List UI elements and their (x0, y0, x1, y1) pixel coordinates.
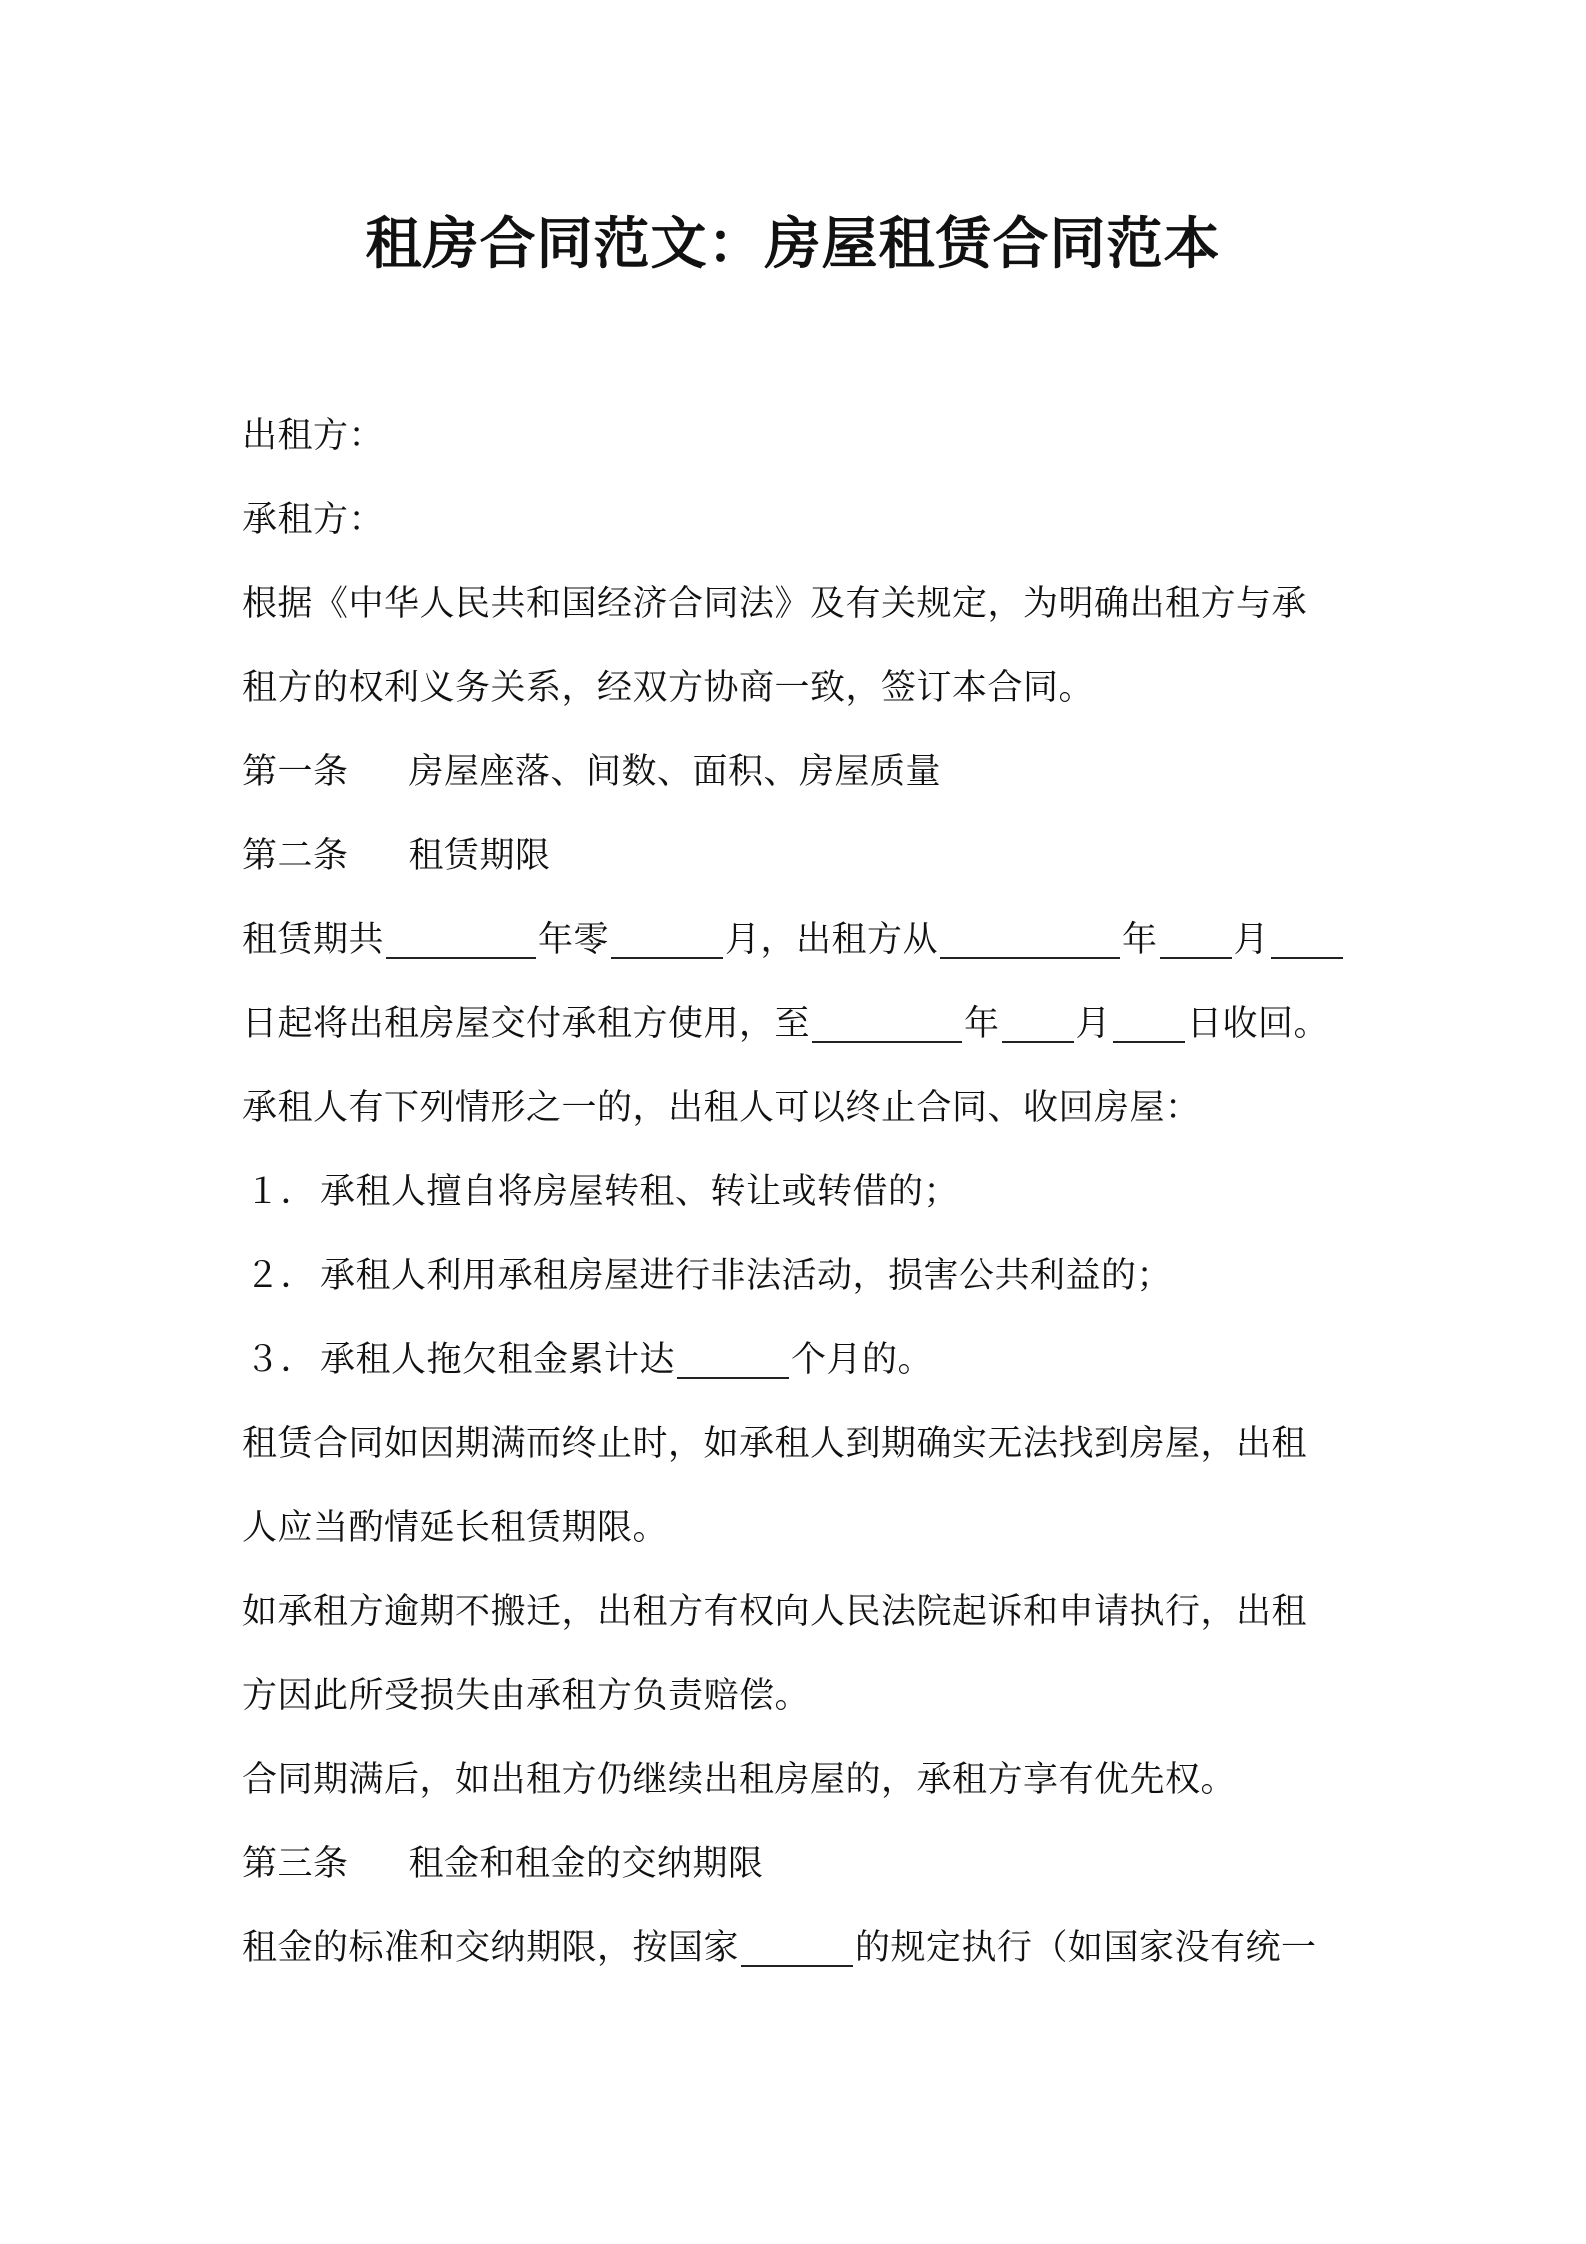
intro-line-1: 根据《中华人民共和国经济合同法》及有关规定，为明确出租方与承 (242, 584, 1308, 624)
rent-text-b: 的规定执行（如国家没有统一 (855, 1928, 1317, 1968)
term2-text-b: 年 (964, 1004, 1000, 1044)
expire-line-2: 人应当酌情延长租赁期限。 (242, 1508, 669, 1548)
rent-line (242, 1920, 1362, 1976)
blank-end-day[interactable] (1113, 1001, 1185, 1043)
list-item-2 (242, 1248, 1362, 1304)
list-item-3-text-b: 个月的。 (791, 1340, 934, 1380)
article-3-title: 租金和租金的交纳期限 (408, 1844, 764, 1884)
article-3-heading (242, 1836, 1362, 1892)
lease-term-line-1 (242, 912, 1362, 968)
list-item-1 (242, 1164, 1362, 1220)
overdue-line-2: 方因此所受损失由承租方负责赔偿。 (242, 1676, 811, 1716)
article-2-heading (242, 828, 1362, 884)
blank-start-month[interactable] (1160, 917, 1232, 959)
term2-text-d: 日收回。 (1187, 1004, 1330, 1044)
expire-line-1: 租赁合同如因期满而终止时，如承租人到期确实无法找到房屋，出租 (242, 1424, 1308, 1464)
term-text-e: 月 (1233, 920, 1270, 960)
term-text-b: 年零 (538, 920, 610, 960)
article-1-heading (242, 744, 1362, 800)
blank-start-year[interactable] (940, 917, 1120, 959)
lease-term-line-2 (242, 996, 1362, 1052)
blank-term-years[interactable] (386, 917, 536, 959)
document-title: 租房合同范文：房屋租赁合同范本 (365, 212, 1221, 277)
blank-term-months[interactable] (611, 917, 723, 959)
lessor-line (242, 408, 1362, 464)
list-item-3-number: ３． (244, 1340, 316, 1380)
overdue-line-1: 如承租方逾期不搬迁，出租方有权向人民法院起诉和申请执行，出租 (242, 1592, 1308, 1632)
article-3-label: 第三条 (242, 1844, 349, 1884)
list-item-3-text-a: 承租人拖欠租金累计达 (320, 1340, 676, 1380)
priority-line: 合同期满后，如出租方仍继续出租房屋的，承租方享有优先权。 (242, 1760, 1237, 1800)
list-item-1-number: １． (244, 1172, 316, 1212)
rent-text-a: 租金的标准和交纳期限，按国家 (242, 1928, 740, 1968)
article-1-label: 第一条 (242, 752, 349, 792)
term-text-c: 月，出租方从 (725, 920, 939, 960)
lessee-line (242, 492, 1362, 548)
term2-text-c: 月 (1075, 1004, 1112, 1044)
blank-rent-standard[interactable] (741, 1925, 853, 1967)
article-2-title: 租赁期限 (408, 836, 551, 876)
list-item-1-text: 承租人擅自将房屋转租、转让或转借的； (320, 1172, 960, 1212)
term2-text-a: 日起将出租房屋交付承租方使用，至 (242, 1004, 811, 1044)
term-text-a: 租赁期共 (242, 920, 385, 960)
blank-end-year[interactable] (812, 1001, 962, 1043)
termination-intro: 承租人有下列情形之一的，出租人可以终止合同、收回房屋： (242, 1088, 1201, 1128)
lessor-label: 出租方： (242, 416, 385, 456)
article-1-title: 房屋座落、间数、面积、房屋质量 (408, 752, 942, 792)
blank-start-day[interactable] (1271, 917, 1343, 959)
term-text-d: 年 (1122, 920, 1158, 960)
blank-arrears-months[interactable] (677, 1337, 789, 1379)
list-item-2-number: ２． (244, 1256, 316, 1296)
lessee-label: 承租方： (242, 500, 385, 540)
list-item-3 (242, 1332, 1362, 1388)
article-2-label: 第二条 (242, 836, 349, 876)
intro-line-2: 租方的权利义务关系，经双方协商一致，签订本合同。 (242, 668, 1095, 708)
list-item-2-text: 承租人利用承租房屋进行非法活动，损害公共利益的； (320, 1256, 1173, 1296)
blank-end-month[interactable] (1002, 1001, 1074, 1043)
